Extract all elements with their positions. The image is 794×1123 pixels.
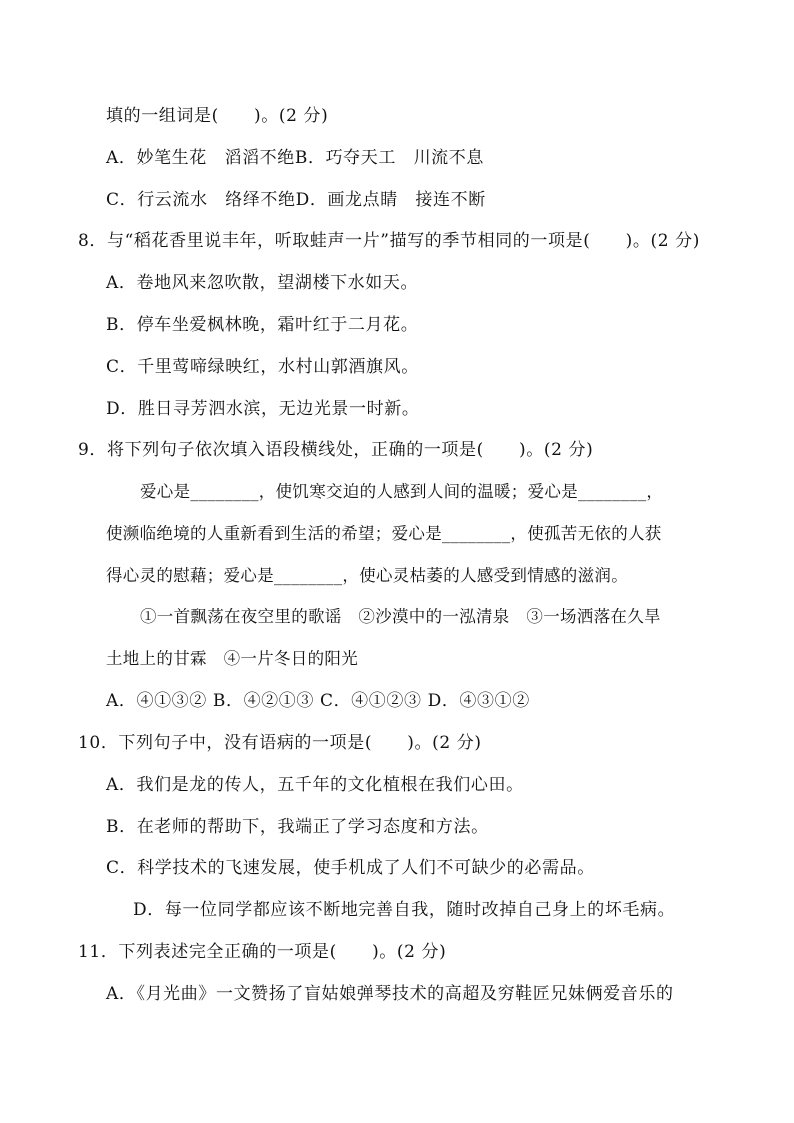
q11-option-a: A．《月光曲》一文赞扬了盲姑娘弹琴技术的高超及穷鞋匠兄妹俩爱音乐的 (106, 984, 674, 1004)
q8-option-c: C．千里莺啼绿映红，水村山郭酒旗风。 (106, 357, 419, 377)
q7-options-cd: C．行云流水 络绎不绝D．画龙点睛 接连不断 (106, 190, 486, 210)
q9-options: A．④①③② B．④②①③ C．④①②③ D．④③①② (106, 691, 530, 711)
q10-option-a: A．我们是龙的传人，五千年的文化植根在我们心田。 (106, 775, 524, 795)
q9-passage-line-1: 爱心是________，使饥寒交迫的人感到人间的温暖；爱心是________， (140, 482, 664, 501)
q8-option-d: D．胜日寻芳泗水滨，无边光景一时新。 (106, 399, 420, 419)
q11-stem: 11．下列表述完全正确的一项是( )。(2 分) (78, 942, 447, 962)
q10-stem: 10．下列句子中，没有语病的一项是( )。(2 分) (78, 733, 482, 753)
q10-option-d: D．每一位同学都应该不断地完善自我，随时改掉自己身上的坏毛病。 (133, 900, 676, 920)
q8-option-b: B．停车坐爱枫林晚，霜叶红于二月花。 (106, 315, 419, 335)
q7-options-ab: A．妙笔生花 滔滔不绝B．巧夺天工 川流不息 (106, 148, 484, 168)
q9-sentences-line-1: ①一首飘荡在夜空里的歌谣 ②沙漠中的一泓清泉 ③一场洒落在久旱 (140, 607, 661, 626)
q9-passage-line-3: 得心灵的慰藉；爱心是________，使心灵枯萎的人感受到情感的滋润。 (106, 566, 628, 585)
q8-option-a: A．卷地风来忽吹散，望湖楼下水如天。 (106, 273, 419, 293)
q10-option-c: C．科学技术的飞速发展，使手机成了人们不可缺少的必需品。 (106, 858, 595, 878)
q9-sentences-line-2: 土地上的甘霖 ④一片冬日的阳光 (106, 649, 358, 668)
q7-stem-continued: 填的一组词是( )。(2 分) (106, 106, 329, 126)
q9-stem: 9．将下列句子依次填入语段横线处，正确的一项是( )。(2 分) (78, 440, 594, 460)
q10-option-b: B．在老师的帮助下，我端正了学习态度和方法。 (106, 817, 489, 837)
q9-passage-line-2: 使濒临绝境的人重新看到生活的希望；爱心是________，使孤苦无依的人获 (106, 524, 662, 543)
q8-stem: 8．与“稻花香里说丰年，听取蛙声一片”描写的季节相同的一项是( )。(2 分) (78, 231, 700, 251)
